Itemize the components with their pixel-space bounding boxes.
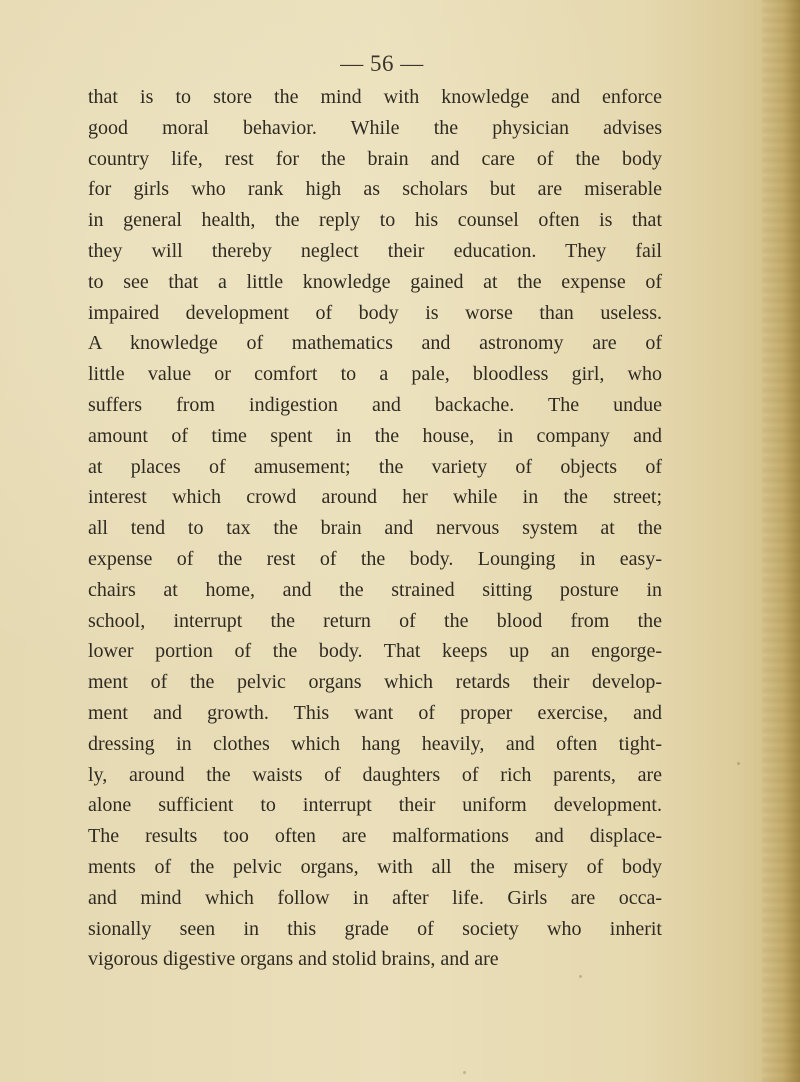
- text-line: The results too often are malformations and displace-: [88, 825, 662, 848]
- text-line: ment of the pelvic organs which retards their develop-: [88, 671, 662, 694]
- text-line: interest which crowd around her while in the street;: [88, 486, 662, 509]
- text-line: country life, rest for the brain and care of the body: [88, 147, 662, 170]
- text-line: suffers from indigestion and backache. The undue: [88, 393, 662, 416]
- text-line: dressing in clothes which hang heavily, and often tight-: [88, 732, 662, 755]
- text-line: at places of amusement; the variety of objects of: [88, 455, 662, 478]
- text-line: all tend to tax the brain and nervous system at the: [88, 517, 662, 540]
- text-line: that is to store the mind with knowledge and enforce: [88, 86, 662, 108]
- text-line: amount of time spent in the house, in company and: [88, 424, 662, 447]
- text-line: sionally seen in this grade of society who inherit: [88, 917, 662, 940]
- paper-speck: [737, 762, 740, 765]
- text-line: alone sufficient to interrupt their uniform development.: [88, 794, 662, 817]
- text-line: chairs at home, and the strained sitting posture in: [88, 578, 662, 601]
- page-number: — 56 —: [340, 51, 424, 76]
- text-line: ments of the pelvic organs, with all the misery of body: [88, 855, 662, 878]
- paper-speck: [463, 1071, 466, 1074]
- body-text: [88, 82, 662, 975]
- text-line: good moral behavior. While the physician advises: [88, 116, 662, 139]
- text-line: expense of the rest of the body. Lounging in easy-: [88, 547, 662, 570]
- text-line: ly, around the waists of daughters of rich parents, are: [88, 763, 662, 786]
- text-line: in general health, the reply to his counsel often is that: [88, 209, 662, 232]
- page-edge-shadow: [762, 0, 800, 1082]
- text-line: ment and growth. This want of proper exercise, and: [88, 701, 662, 724]
- text-line: for girls who rank high as scholars but are miserable: [88, 178, 662, 201]
- text-line: impaired development of body is worse than useless.: [88, 301, 662, 324]
- text-line: A knowledge of mathematics and astronomy are of: [88, 332, 662, 355]
- text-line: vigorous digestive organs and stolid brains, and are: [88, 948, 499, 971]
- text-line: school, interrupt the return of the blood from the: [88, 609, 662, 632]
- text-line: they will thereby neglect their education. They fail: [88, 239, 662, 262]
- paper-speck: [579, 975, 582, 978]
- text-line: and mind which follow in after life. Girls are occa-: [88, 886, 662, 909]
- text-line: to see that a little knowledge gained at the expense of: [88, 270, 662, 293]
- text-line: little value or comfort to a pale, bloodless girl, who: [88, 363, 662, 386]
- text-line: lower portion of the body. That keeps up an engorge-: [88, 640, 662, 663]
